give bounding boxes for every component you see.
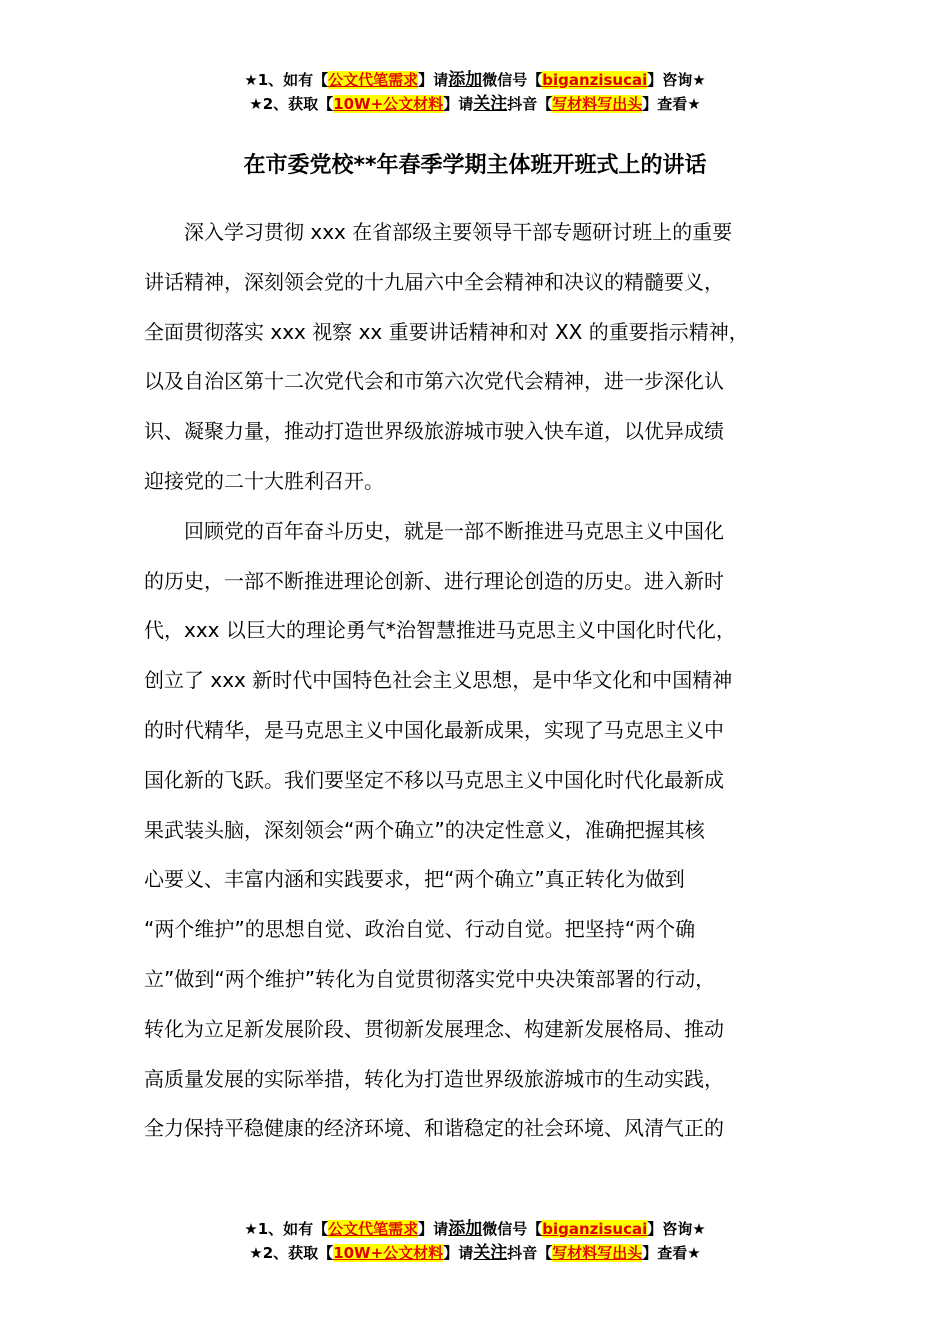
body-text-line: “两个维护”的思想自觉、政治自觉、行动自觉。把坚持“两个确: [144, 917, 696, 942]
body-text-line: 代，xxx 以巨大的理论勇气*治智慧推进马克思主义中国化时代化，: [144, 618, 736, 643]
highlight: biganzisucai: [542, 1220, 648, 1238]
body-text-line: 识、凝聚力量，推动打造世界级旅游城市驶入快车道，以优异成绩: [144, 419, 724, 444]
body-text-line: 立”做到“两个维护”转化为自觉贯彻落实党中央决策部署的行动，: [144, 966, 716, 991]
body-text-line: 以及自治区第十二次党代会和市第六次党代会精神，进一步深化认: [144, 369, 724, 394]
document-title: 在市委党校**年春季学期主体班开班式上的讲话: [243, 153, 707, 178]
body-text-line: 全面贯彻落实 xxx 视察 xx 重要讲话精神和对 XX 的重要指示精神，: [144, 319, 749, 344]
body-text-line: 国化新的飞跃。我们要坚定不移以马克思主义中国化时代化最新成: [144, 767, 724, 792]
highlight: 10W+公文材料: [333, 1244, 444, 1262]
body-text-line: 转化为立足新发展阶段、贯彻新发展理念、构建新发展格局、推动: [144, 1016, 724, 1041]
banner-line-1: ★1、如有【公文代笔需求】请添加微信号【biganzisucai】咨询★: [244, 1219, 706, 1239]
body-text-line: 的时代精华，是马克思主义中国化最新成果，实现了马克思主义中: [144, 717, 724, 742]
document-body: [144, 214, 824, 1160]
body-text-line: 的历史，一部不断推进理论创新、进行理论创造的历史。进入新时: [144, 568, 724, 593]
header-banner: [0, 68, 950, 116]
body-text-line: 全力保持平稳健康的经济环境、和谐稳定的社会环境、风清气正的: [144, 1116, 724, 1141]
body-text-line: 高质量发展的实际举措，转化为打造世界级旅游城市的生动实践，: [144, 1066, 724, 1091]
highlight: 写材料写出头: [552, 95, 643, 113]
highlight: 公文代笔需求: [328, 71, 419, 89]
highlight: 写材料写出头: [552, 1244, 643, 1262]
highlight: 10W+公文材料: [333, 95, 444, 113]
highlight: biganzisucai: [542, 71, 648, 89]
body-text-line: 果武装头脑，深刻领会“两个确立”的决定性意义，准确把握其核: [144, 817, 705, 842]
banner-line-2: ★2、获取【10W+公文材料】请关注抖音【写材料写出头】查看★: [249, 1243, 701, 1263]
banner-line-1: ★1、如有【公文代笔需求】请添加微信号【biganzisucai】咨询★: [244, 70, 706, 90]
body-text-line: 讲话精神，深刻领会党的十九届六中全会精神和决议的精髓要义，: [144, 269, 724, 294]
body-text-line: 迎接党的二十大胜利召开。: [144, 468, 384, 493]
footer-banner: [0, 1217, 950, 1265]
banner-line-2: ★2、获取【10W+公文材料】请关注抖音【写材料写出头】查看★: [249, 94, 701, 114]
body-text-line: 心要义、丰富内涵和实践要求，把“两个确立”真正转化为做到: [144, 867, 685, 892]
body-text-line: 创立了 xxx 新时代中国特色社会主义思想，是中华文化和中国精神: [144, 668, 733, 693]
body-text-line: 深入学习贯彻 xxx 在省部级主要领导干部专题研讨班上的重要: [144, 220, 733, 244]
body-text-line: 回顾党的百年奋斗历史，就是一部不断推进马克思主义中国化: [144, 518, 724, 543]
highlight: 公文代笔需求: [328, 1220, 419, 1238]
